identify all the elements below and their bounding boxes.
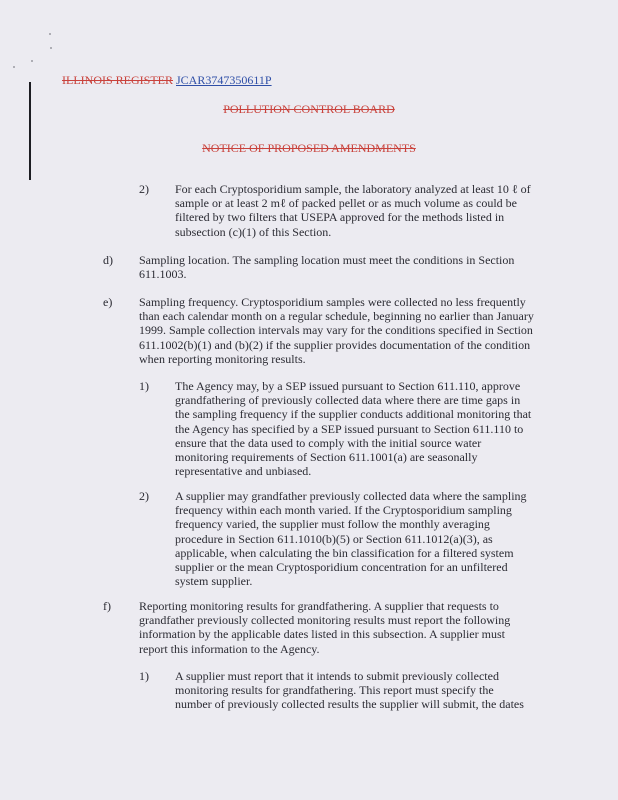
text-line: procedure in Section 611.1010(b)(5) or Section 611.1012(a)(3), as [175, 531, 493, 546]
text-line: ensure that the data used to comply with the initial source water [175, 435, 482, 450]
text-line: The Agency may, by a SEP issued pursuant to Section 611.110, approve [175, 379, 521, 393]
paragraph-item [175, 182, 531, 239]
board-title: POLLUTION CONTROL BOARD [223, 102, 395, 116]
speck [50, 47, 52, 49]
text-line: A supplier must report that it intends to submit previously collected [175, 669, 499, 683]
paragraph-item [175, 669, 524, 712]
text-line: Sampling frequency. Cryptosporidium samples were collected no less frequently [139, 295, 526, 309]
text-line: grandfathering of previously collected data where there are time gaps in [175, 393, 521, 408]
paragraph-subsection [139, 253, 514, 281]
item-marker: d) [103, 253, 113, 267]
item-marker: 2) [139, 489, 149, 503]
text-line: supplier or the mean Cryptosporidium concentration for an unfiltered [175, 560, 508, 575]
text-line: monitoring requirements of Section 611.1001(a) are seasonally [175, 450, 478, 465]
text-line: when reporting monitoring results. [139, 351, 306, 366]
paragraph-item [175, 379, 531, 478]
text-line: representative and unbiased. [175, 464, 312, 479]
item-marker: 1) [139, 669, 149, 683]
register-header [62, 73, 272, 88]
register-title: ILLINOIS REGISTER [62, 73, 173, 87]
text-line: grandfather previously collected monitoring results must report the following [139, 613, 511, 628]
paragraph-item [175, 489, 527, 588]
text-line: 611.1002(b)(1) and (b)(2) if the supplier provides documentation of the condition [139, 337, 531, 352]
text-line: report this information to the Agency. [139, 641, 320, 656]
item-marker: 2) [139, 182, 149, 196]
text-line: number of previously collected results the supplier will submit, the dates [175, 697, 524, 712]
item-marker: f) [103, 599, 111, 613]
text-line: information by the applicable dates listed in this subsection. A supplier must [139, 627, 505, 642]
text-line: 1999. Sample collection intervals may vary for the conditions specified in Section [139, 323, 533, 338]
notice-title: NOTICE OF PROPOSED AMENDMENTS [202, 141, 416, 155]
text-line: the Agency has specified by a SEP issued pursuant to Section 611.110 to [175, 421, 524, 436]
margin-bar [29, 82, 31, 180]
jcar-code: JCAR3747350611P [176, 73, 272, 87]
text-line: frequency varied, the supplier must follow the monthly averaging [175, 517, 490, 532]
text-line: the sampling frequency if the supplier conducts additional monitoring that [175, 407, 532, 422]
text-line: 611.1003. [139, 267, 187, 282]
text-line: subsection (c)(1) of this Section. [175, 224, 332, 239]
text-line: frequency within each month varied. If the Cryptosporidium sampling [175, 503, 512, 518]
text-line: For each Cryptosporidium sample, the laboratory analyzed at least 10 ℓ of [175, 182, 531, 196]
paragraph-subsection [139, 295, 534, 366]
text-line: Reporting monitoring results for grandfathering. A supplier that requests to [139, 599, 499, 613]
speck [31, 60, 33, 62]
item-marker: 1) [139, 379, 149, 393]
speck [13, 66, 15, 68]
text-line: monitoring results for grandfathering. This report must specify the [175, 683, 494, 698]
text-line: applicable, when calculating the bin classification for a filtered system [175, 545, 514, 560]
text-line: system supplier. [175, 574, 253, 589]
paragraph-subsection [139, 599, 510, 656]
item-marker: e) [103, 295, 113, 309]
speck [49, 33, 51, 35]
text-line: sample or at least 2 mℓ of packed pellet or as much volume as could be [175, 196, 517, 211]
text-line: filtered by two filters that USEPA approved for the methods listed in [175, 210, 505, 225]
text-line: than each calendar month on a regular schedule, beginning no earlier than January [139, 309, 534, 324]
text-line: A supplier may grandfather previously collected data where the sampling [175, 489, 527, 503]
text-line: Sampling location. The sampling location must meet the conditions in Section [139, 253, 515, 267]
